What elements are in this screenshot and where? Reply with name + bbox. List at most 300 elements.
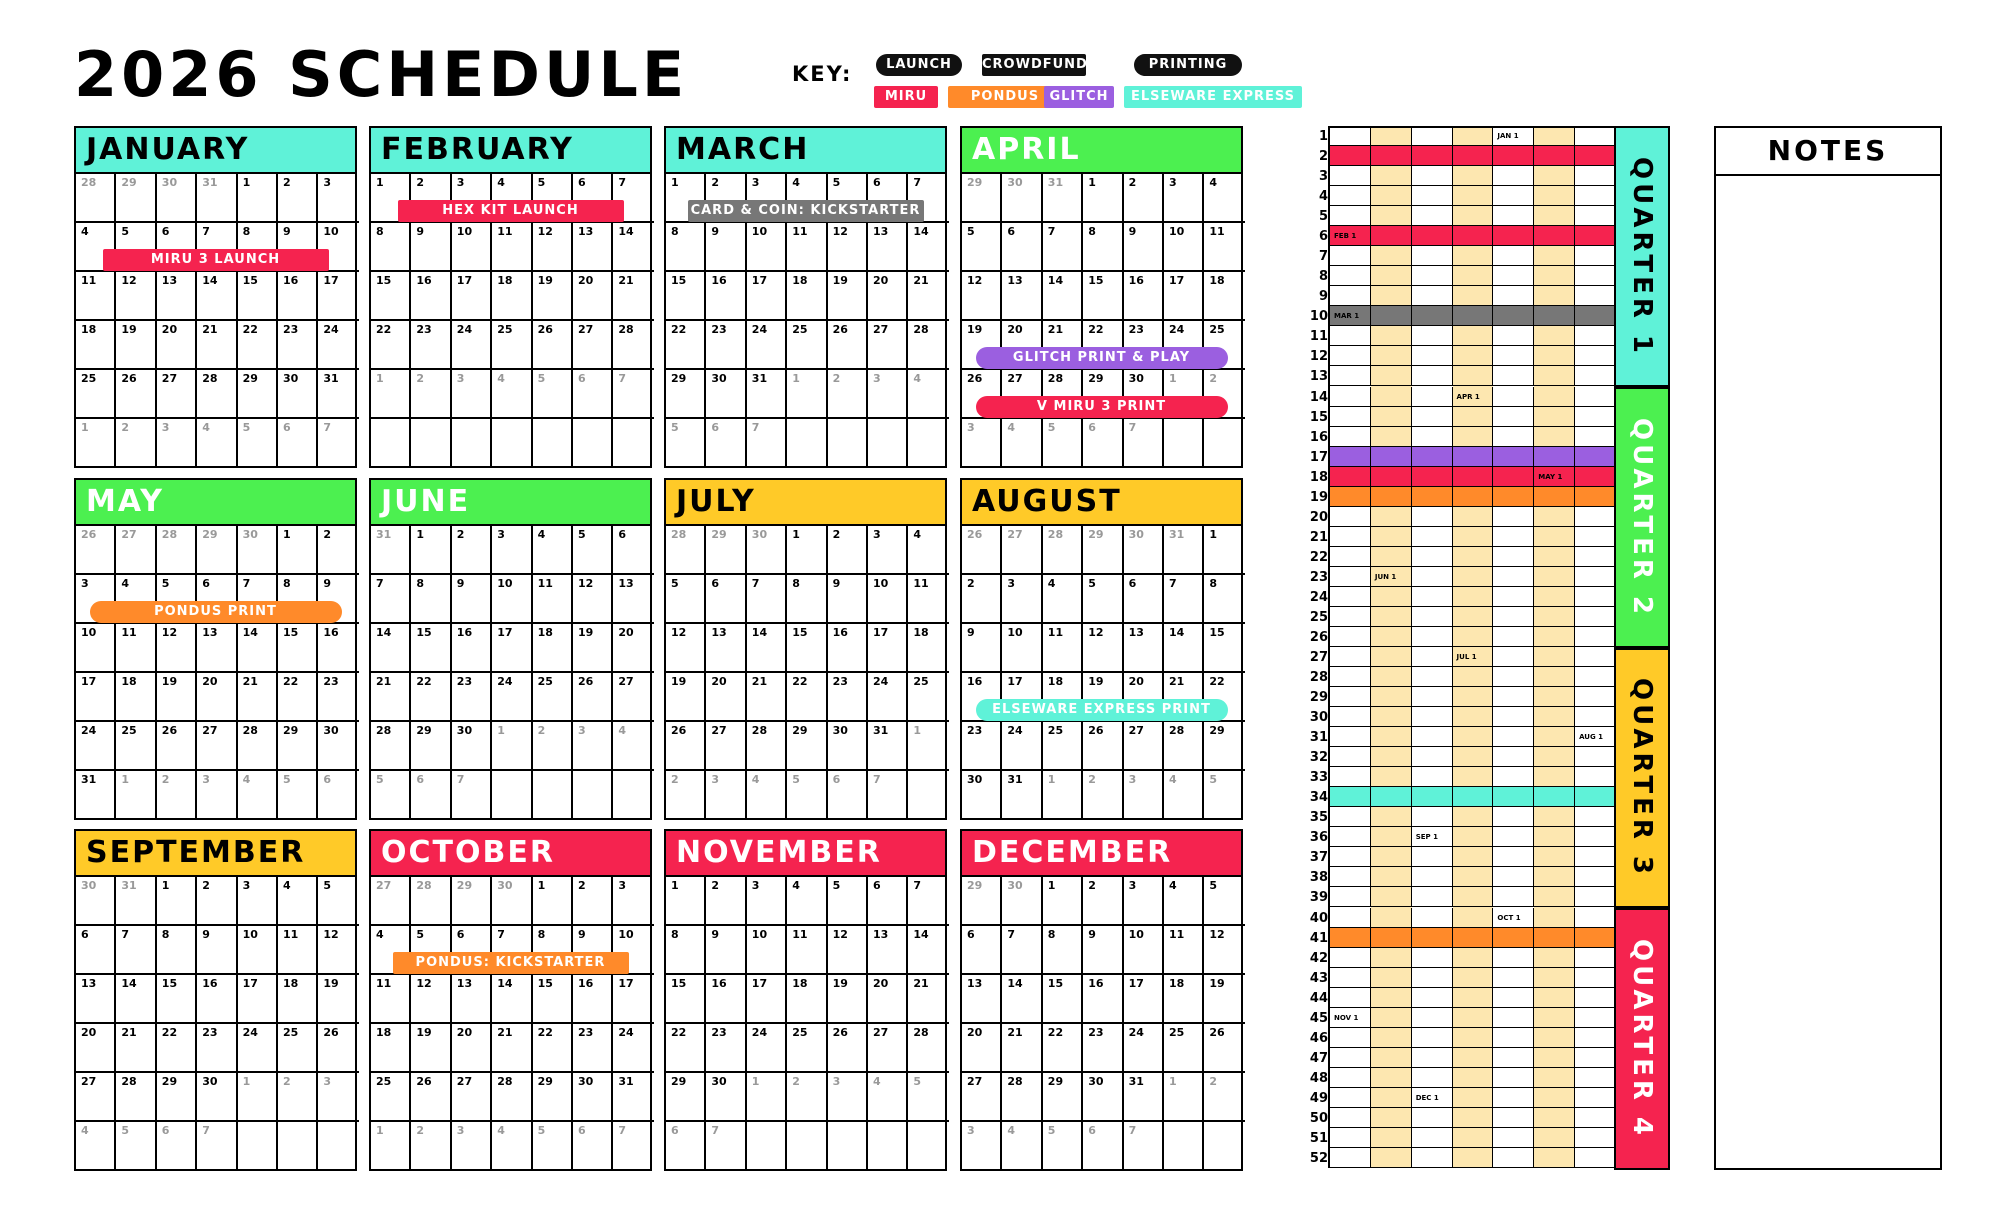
day-cell[interactable] [868, 722, 908, 771]
day-cell[interactable] [1043, 926, 1083, 975]
day-cell[interactable] [318, 771, 358, 820]
day-cell[interactable] [1083, 877, 1123, 926]
event-v-miru-3-print[interactable]: V MIRU 3 PRINT [976, 396, 1228, 418]
day-cell[interactable] [828, 624, 868, 673]
day-cell[interactable] [962, 722, 1002, 771]
day-cell[interactable] [157, 673, 197, 722]
day-cell[interactable] [962, 1122, 1002, 1171]
day-cell[interactable] [278, 526, 318, 575]
day-cell[interactable] [666, 272, 706, 321]
day-cell[interactable] [157, 321, 197, 370]
day-cell[interactable] [157, 526, 197, 575]
day-cell[interactable] [1043, 272, 1083, 321]
day-cell[interactable] [1164, 1024, 1204, 1073]
day-cell[interactable] [787, 370, 827, 419]
day-cell[interactable] [908, 1073, 948, 1122]
day-cell[interactable] [452, 1024, 492, 1073]
day-cell[interactable] [908, 1024, 948, 1073]
day-cell[interactable] [613, 877, 653, 926]
week-row[interactable] [1330, 166, 1616, 186]
day-cell[interactable] [962, 223, 1002, 272]
week-row[interactable] [1330, 687, 1616, 707]
notes-panel[interactable] [1714, 126, 1942, 1170]
day-cell[interactable] [116, 1024, 156, 1073]
day-cell[interactable] [962, 1024, 1002, 1073]
day-cell[interactable] [747, 321, 787, 370]
day-cell[interactable] [1124, 419, 1164, 468]
day-cell[interactable] [1043, 1024, 1083, 1073]
day-cell[interactable] [706, 877, 746, 926]
day-cell[interactable] [962, 272, 1002, 321]
day-cell[interactable] [828, 926, 868, 975]
day-cell[interactable] [1002, 926, 1042, 975]
day-cell[interactable] [868, 975, 908, 1024]
event-pondus-print[interactable]: PONDUS PRINT [90, 601, 342, 623]
day-cell[interactable] [452, 370, 492, 419]
day-cell[interactable] [666, 1073, 706, 1122]
day-cell[interactable] [1043, 877, 1083, 926]
day-cell[interactable] [962, 926, 1002, 975]
day-cell[interactable] [371, 1122, 411, 1171]
day-cell[interactable] [452, 673, 492, 722]
day-cell[interactable] [76, 771, 116, 820]
day-cell[interactable] [157, 877, 197, 926]
day-cell[interactable] [371, 575, 411, 624]
week-row[interactable] [1330, 447, 1616, 467]
day-cell[interactable] [318, 673, 358, 722]
day-cell[interactable] [613, 370, 653, 419]
day-cell[interactable] [747, 771, 787, 820]
day-cell[interactable] [1164, 975, 1204, 1024]
day-cell[interactable] [157, 1122, 197, 1171]
day-cell[interactable] [76, 272, 116, 321]
day-cell[interactable] [1124, 174, 1164, 223]
week-row[interactable] [1330, 326, 1616, 346]
day-cell[interactable] [908, 272, 948, 321]
day-cell[interactable] [238, 673, 278, 722]
day-cell[interactable] [452, 272, 492, 321]
day-cell[interactable] [157, 722, 197, 771]
day-cell[interactable] [116, 1122, 156, 1171]
week-row[interactable] [1330, 266, 1616, 286]
day-cell[interactable] [371, 624, 411, 673]
day-cell[interactable] [533, 321, 573, 370]
day-cell[interactable] [492, 272, 532, 321]
day-cell[interactable] [1083, 526, 1123, 575]
day-cell[interactable] [1002, 1073, 1042, 1122]
day-cell[interactable] [613, 272, 653, 321]
day-cell[interactable] [962, 771, 1002, 820]
day-cell[interactable] [828, 223, 868, 272]
day-cell[interactable] [828, 975, 868, 1024]
day-cell[interactable] [1083, 272, 1123, 321]
day-cell[interactable] [411, 1122, 451, 1171]
day-cell[interactable] [828, 1073, 868, 1122]
day-cell[interactable] [318, 975, 358, 1024]
day-cell[interactable] [492, 223, 532, 272]
day-cell[interactable] [116, 926, 156, 975]
day-cell[interactable] [868, 624, 908, 673]
day-cell[interactable] [613, 1073, 653, 1122]
day-cell[interactable] [371, 1073, 411, 1122]
week-row[interactable] [1330, 1028, 1616, 1048]
day-cell[interactable] [908, 975, 948, 1024]
day-cell[interactable] [452, 877, 492, 926]
day-cell[interactable] [238, 1024, 278, 1073]
day-cell[interactable] [868, 1024, 908, 1073]
day-cell[interactable] [1002, 877, 1042, 926]
day-cell[interactable] [238, 370, 278, 419]
day-cell[interactable] [371, 877, 411, 926]
day-cell[interactable] [1164, 877, 1204, 926]
day-cell[interactable] [533, 272, 573, 321]
day-cell[interactable] [747, 419, 787, 468]
day-cell[interactable] [238, 926, 278, 975]
day-cell[interactable] [787, 1024, 827, 1073]
day-cell[interactable] [1043, 419, 1083, 468]
day-cell[interactable] [238, 877, 278, 926]
day-cell[interactable] [747, 370, 787, 419]
day-cell[interactable] [157, 975, 197, 1024]
day-cell[interactable] [452, 526, 492, 575]
day-cell[interactable] [411, 321, 451, 370]
day-cell[interactable] [1083, 771, 1123, 820]
day-cell[interactable] [1002, 771, 1042, 820]
day-cell[interactable] [318, 1024, 358, 1073]
day-cell[interactable] [573, 321, 613, 370]
day-cell[interactable] [613, 975, 653, 1024]
day-cell[interactable] [1043, 575, 1083, 624]
day-cell[interactable] [613, 526, 653, 575]
day-cell[interactable] [828, 526, 868, 575]
day-cell[interactable] [238, 174, 278, 223]
day-cell[interactable] [1043, 722, 1083, 771]
week-row[interactable] [1330, 908, 1616, 928]
day-cell[interactable] [666, 1024, 706, 1073]
day-cell[interactable] [666, 1122, 706, 1171]
day-cell[interactable] [1164, 771, 1204, 820]
day-cell[interactable] [787, 575, 827, 624]
day-cell[interactable] [533, 1073, 573, 1122]
day-cell[interactable] [573, 1073, 613, 1122]
day-cell[interactable] [116, 370, 156, 419]
day-cell[interactable] [573, 877, 613, 926]
day-cell[interactable] [1043, 174, 1083, 223]
day-cell[interactable] [828, 575, 868, 624]
day-cell[interactable] [492, 575, 532, 624]
day-cell[interactable] [1204, 926, 1244, 975]
week-row[interactable] [1330, 1068, 1616, 1088]
day-cell[interactable] [908, 673, 948, 722]
day-cell[interactable] [76, 321, 116, 370]
day-cell[interactable] [868, 419, 908, 468]
week-row[interactable] [1330, 968, 1616, 988]
day-cell[interactable] [278, 1073, 318, 1122]
week-row[interactable] [1330, 206, 1616, 226]
day-cell[interactable] [278, 321, 318, 370]
day-cell[interactable] [1043, 223, 1083, 272]
day-cell[interactable] [238, 419, 278, 468]
day-cell[interactable] [868, 1122, 908, 1171]
day-cell[interactable] [868, 575, 908, 624]
day-cell[interactable] [1164, 419, 1204, 468]
day-cell[interactable] [706, 575, 746, 624]
day-cell[interactable] [1043, 1122, 1083, 1171]
day-cell[interactable] [1204, 575, 1244, 624]
day-cell[interactable] [828, 877, 868, 926]
day-cell[interactable] [76, 1073, 116, 1122]
day-cell[interactable] [1124, 1073, 1164, 1122]
day-cell[interactable] [747, 272, 787, 321]
day-cell[interactable] [1083, 722, 1123, 771]
day-cell[interactable] [318, 321, 358, 370]
day-cell[interactable] [1124, 223, 1164, 272]
day-cell[interactable] [157, 1024, 197, 1073]
day-cell[interactable] [533, 624, 573, 673]
day-cell[interactable] [318, 419, 358, 468]
day-cell[interactable] [1204, 771, 1244, 820]
day-cell[interactable] [318, 370, 358, 419]
day-cell[interactable] [828, 1122, 868, 1171]
day-cell[interactable] [533, 975, 573, 1024]
day-cell[interactable] [1124, 624, 1164, 673]
day-cell[interactable] [1124, 1024, 1164, 1073]
week-row[interactable] [1330, 567, 1616, 587]
day-cell[interactable] [116, 975, 156, 1024]
day-cell[interactable] [613, 673, 653, 722]
day-cell[interactable] [1002, 722, 1042, 771]
day-cell[interactable] [1164, 174, 1204, 223]
day-cell[interactable] [573, 419, 613, 468]
day-cell[interactable] [666, 926, 706, 975]
day-cell[interactable] [76, 370, 116, 419]
day-cell[interactable] [908, 526, 948, 575]
day-cell[interactable] [666, 722, 706, 771]
day-cell[interactable] [371, 321, 411, 370]
day-cell[interactable] [533, 575, 573, 624]
day-cell[interactable] [238, 722, 278, 771]
day-cell[interactable] [76, 526, 116, 575]
day-cell[interactable] [116, 771, 156, 820]
day-cell[interactable] [533, 771, 573, 820]
day-cell[interactable] [868, 321, 908, 370]
day-cell[interactable] [533, 419, 573, 468]
day-cell[interactable] [706, 722, 746, 771]
day-cell[interactable] [1124, 575, 1164, 624]
week-row[interactable] [1330, 1088, 1616, 1108]
day-cell[interactable] [1083, 575, 1123, 624]
day-cell[interactable] [1164, 722, 1204, 771]
day-cell[interactable] [666, 624, 706, 673]
day-cell[interactable] [747, 975, 787, 1024]
day-cell[interactable] [116, 419, 156, 468]
day-cell[interactable] [868, 370, 908, 419]
day-cell[interactable] [1043, 526, 1083, 575]
day-cell[interactable] [1204, 624, 1244, 673]
day-cell[interactable] [492, 321, 532, 370]
day-cell[interactable] [1204, 272, 1244, 321]
day-cell[interactable] [666, 526, 706, 575]
week-row[interactable] [1330, 507, 1616, 527]
day-cell[interactable] [116, 321, 156, 370]
day-cell[interactable] [411, 975, 451, 1024]
day-cell[interactable] [666, 771, 706, 820]
day-cell[interactable] [492, 419, 532, 468]
day-cell[interactable] [411, 877, 451, 926]
day-cell[interactable] [157, 926, 197, 975]
day-cell[interactable] [197, 419, 237, 468]
day-cell[interactable] [706, 975, 746, 1024]
day-cell[interactable] [278, 174, 318, 223]
day-cell[interactable] [706, 526, 746, 575]
day-cell[interactable] [197, 370, 237, 419]
day-cell[interactable] [1002, 975, 1042, 1024]
week-row[interactable] [1330, 306, 1616, 326]
day-cell[interactable] [747, 1122, 787, 1171]
day-cell[interactable] [492, 673, 532, 722]
day-cell[interactable] [573, 975, 613, 1024]
day-cell[interactable] [492, 624, 532, 673]
day-cell[interactable] [533, 223, 573, 272]
day-cell[interactable] [197, 926, 237, 975]
day-cell[interactable] [116, 722, 156, 771]
day-cell[interactable] [828, 771, 868, 820]
week-row[interactable] [1330, 607, 1616, 627]
day-cell[interactable] [1124, 1122, 1164, 1171]
day-cell[interactable] [787, 419, 827, 468]
day-cell[interactable] [962, 877, 1002, 926]
day-cell[interactable] [908, 419, 948, 468]
day-cell[interactable] [411, 370, 451, 419]
day-cell[interactable] [1204, 419, 1244, 468]
day-cell[interactable] [278, 370, 318, 419]
day-cell[interactable] [492, 877, 532, 926]
day-cell[interactable] [411, 575, 451, 624]
day-cell[interactable] [1002, 174, 1042, 223]
day-cell[interactable] [76, 673, 116, 722]
day-cell[interactable] [747, 526, 787, 575]
day-cell[interactable] [706, 223, 746, 272]
day-cell[interactable] [613, 419, 653, 468]
day-cell[interactable] [76, 174, 116, 223]
day-cell[interactable] [1002, 526, 1042, 575]
day-cell[interactable] [1204, 1024, 1244, 1073]
day-cell[interactable] [747, 722, 787, 771]
day-cell[interactable] [452, 1073, 492, 1122]
day-cell[interactable] [787, 1073, 827, 1122]
day-cell[interactable] [747, 575, 787, 624]
week-row[interactable] [1330, 1008, 1616, 1028]
week-row[interactable] [1330, 246, 1616, 266]
day-cell[interactable] [278, 272, 318, 321]
week-row[interactable] [1330, 427, 1616, 447]
day-cell[interactable] [318, 877, 358, 926]
day-cell[interactable] [1002, 1024, 1042, 1073]
day-cell[interactable] [787, 877, 827, 926]
day-cell[interactable] [197, 321, 237, 370]
day-cell[interactable] [452, 419, 492, 468]
day-cell[interactable] [411, 771, 451, 820]
day-cell[interactable] [1164, 1073, 1204, 1122]
day-cell[interactable] [371, 370, 411, 419]
event-miru-3-launch[interactable]: MIRU 3 LAUNCH [103, 249, 329, 271]
day-cell[interactable] [116, 673, 156, 722]
day-cell[interactable] [868, 223, 908, 272]
week-row[interactable] [1330, 547, 1616, 567]
day-cell[interactable] [573, 1024, 613, 1073]
day-cell[interactable] [1083, 926, 1123, 975]
event-hex-kit-launch[interactable]: HEX KIT LAUNCH [398, 200, 624, 222]
day-cell[interactable] [197, 673, 237, 722]
day-cell[interactable] [116, 877, 156, 926]
day-cell[interactable] [1124, 722, 1164, 771]
day-cell[interactable] [962, 174, 1002, 223]
day-cell[interactable] [1083, 1073, 1123, 1122]
week-row[interactable] [1330, 727, 1616, 747]
day-cell[interactable] [411, 722, 451, 771]
day-cell[interactable] [533, 1024, 573, 1073]
day-cell[interactable] [747, 223, 787, 272]
day-cell[interactable] [76, 877, 116, 926]
week-row[interactable] [1330, 867, 1616, 887]
day-cell[interactable] [1083, 975, 1123, 1024]
week-row[interactable] [1330, 948, 1616, 968]
day-cell[interactable] [1164, 926, 1204, 975]
day-cell[interactable] [197, 771, 237, 820]
day-cell[interactable] [613, 575, 653, 624]
day-cell[interactable] [1204, 526, 1244, 575]
day-cell[interactable] [278, 771, 318, 820]
day-cell[interactable] [238, 272, 278, 321]
day-cell[interactable] [613, 1122, 653, 1171]
week-row[interactable] [1330, 667, 1616, 687]
week-row[interactable] [1330, 887, 1616, 907]
day-cell[interactable] [573, 370, 613, 419]
day-cell[interactable] [666, 975, 706, 1024]
day-cell[interactable] [1124, 771, 1164, 820]
day-cell[interactable] [747, 1024, 787, 1073]
week-row[interactable] [1330, 366, 1616, 386]
day-cell[interactable] [238, 624, 278, 673]
day-cell[interactable] [868, 526, 908, 575]
day-cell[interactable] [533, 370, 573, 419]
day-cell[interactable] [197, 526, 237, 575]
day-cell[interactable] [1164, 575, 1204, 624]
day-cell[interactable] [962, 526, 1002, 575]
day-cell[interactable] [411, 1073, 451, 1122]
day-cell[interactable] [1043, 1073, 1083, 1122]
day-cell[interactable] [666, 223, 706, 272]
day-cell[interactable] [452, 321, 492, 370]
day-cell[interactable] [1124, 975, 1164, 1024]
day-cell[interactable] [747, 877, 787, 926]
day-cell[interactable] [411, 272, 451, 321]
day-cell[interactable] [1204, 174, 1244, 223]
day-cell[interactable] [197, 975, 237, 1024]
day-cell[interactable] [318, 624, 358, 673]
day-cell[interactable] [1043, 771, 1083, 820]
day-cell[interactable] [452, 624, 492, 673]
day-cell[interactable] [787, 624, 827, 673]
day-cell[interactable] [278, 419, 318, 468]
day-cell[interactable] [613, 1024, 653, 1073]
event-card-coin-kickstarter[interactable]: CARD & COIN: KICKSTARTER [688, 200, 924, 222]
day-cell[interactable] [318, 526, 358, 575]
week-row[interactable] [1330, 126, 1616, 146]
week-row[interactable] [1330, 767, 1616, 787]
day-cell[interactable] [371, 1024, 411, 1073]
day-cell[interactable] [573, 673, 613, 722]
